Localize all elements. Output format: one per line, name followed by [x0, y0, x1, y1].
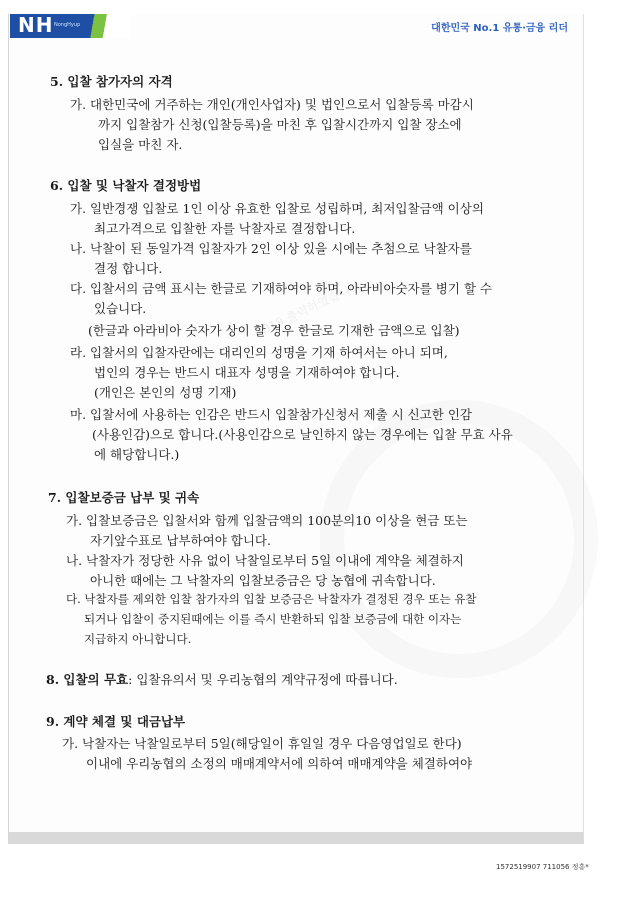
- section-6-line: 가. 일반경쟁 입찰로 1인 이상 유효한 입찰로 성립하며, 최저입찰금액 이상의: [70, 201, 484, 216]
- print-watermark: 2019 출력하였습니다: [252, 278, 364, 340]
- section-6-line: (개인은 본인의 성명 기재): [94, 385, 237, 400]
- section-6-line: 에 해당합니다.): [94, 447, 180, 462]
- section-5-title: 5. 입찰 참가자의 자격: [50, 74, 173, 89]
- section-6-line: 나. 낙찰이 된 동일가격 입찰자가 2인 이상 있을 시에는 추첨으로 낙찰자를: [70, 241, 472, 256]
- section-7-line: 나. 낙찰자가 정당한 사유 없이 낙찰일로부터 5일 이내에 계약을 체결하지: [66, 553, 464, 568]
- section-7-line: 다. 낙찰자를 제외한 입찰 참가자의 입찰 보증금은 낙찰자가 결정된 경우 또는 유찰: [66, 592, 477, 606]
- section-5-line: 가. 대한민국에 거주하는 개인(개인사업자) 및 법인으로서 입찰등록 마감시: [70, 97, 474, 112]
- section-6-line: 라. 입찰서의 입찰자란에는 대리인의 성명을 기재 하여서는 아니 되며,: [70, 345, 448, 360]
- section-7-line: 되거나 입찰이 중지된때에는 이를 즉시 반환하되 입찰 보증금에 대한 이자는: [84, 612, 462, 626]
- section-9-line: 이내에 우리농협의 소정의 매매계약서에 의하여 매매계약을 체결하여야: [86, 756, 473, 771]
- section-5-line: 까지 입찰참가 신청(입찰등록)을 마친 후 입찰시간까지 입찰 장소에: [98, 117, 462, 132]
- section-8: [46, 670, 398, 688]
- section-8-title: 8. 입찰의 무효: [46, 672, 129, 687]
- section-6-line: 결정 합니다.: [94, 261, 163, 276]
- nh-logo: NH: [18, 13, 54, 37]
- section-9-line: 가. 낙찰자는 낙찰일로부터 5일(해당일이 휴일일 경우 다음영업일로 한다): [62, 736, 462, 751]
- section-6-line: 다. 입찰서의 금액 표시는 한글로 기재하여야 하며, 아라비아숫자를 병기 할 수: [70, 281, 493, 296]
- section-6-line: (사용인감)으로 합니다.(사용인감으로 날인하지 않는 경우에는 입찰 무효 사유: [92, 427, 513, 442]
- section-6-title: 6. 입찰 및 낙찰자 결정방법: [50, 178, 202, 193]
- section-7-line: 지급하지 아니합니다.: [84, 632, 192, 646]
- section-6-line: 법인의 경우는 반드시 대표자 성명을 기재하여야 합니다.: [94, 365, 400, 380]
- section-9-title: 9. 계약 체결 및 대금납부: [46, 714, 186, 729]
- section-6-line: 있습니다.: [94, 301, 147, 316]
- nh-logo-subtitle: NongHyup: [54, 22, 81, 28]
- section-7-title: 7. 입찰보증금 납부 및 귀속: [48, 490, 200, 505]
- section-6-line: 마. 입찰서에 사용하는 인감은 반드시 입찰참가신청서 제출 시 신고한 인감: [70, 407, 472, 422]
- section-8-text: : 입찰유의서 및 우리농협의 계약규정에 따릅니다.: [128, 672, 398, 687]
- section-6-line: 최고가격으로 입찰한 자를 낙찰자로 결정합니다.: [94, 221, 356, 236]
- section-7-line: 가. 입찰보증금은 입찰서와 함께 입찰금액의 100분의10 이상을 현금 또는: [66, 513, 468, 528]
- section-7-line: 아니한 때에는 그 낙찰자의 입찰보증금은 당 농협에 귀속합니다.: [90, 573, 436, 588]
- section-7-line: 자기앞수표로 납부하여야 합니다.: [90, 533, 271, 548]
- section-5-line: 입실을 마친 자.: [98, 137, 183, 152]
- section-6-line: (한글과 아라비아 숫자가 상이 할 경우 한글로 기재한 금액으로 입찰): [88, 323, 460, 338]
- document-footer-id: 1572519907 711056 정흥*: [496, 863, 589, 871]
- header-slogan: 대한민국 No.1 유통·금융 리더: [431, 23, 568, 34]
